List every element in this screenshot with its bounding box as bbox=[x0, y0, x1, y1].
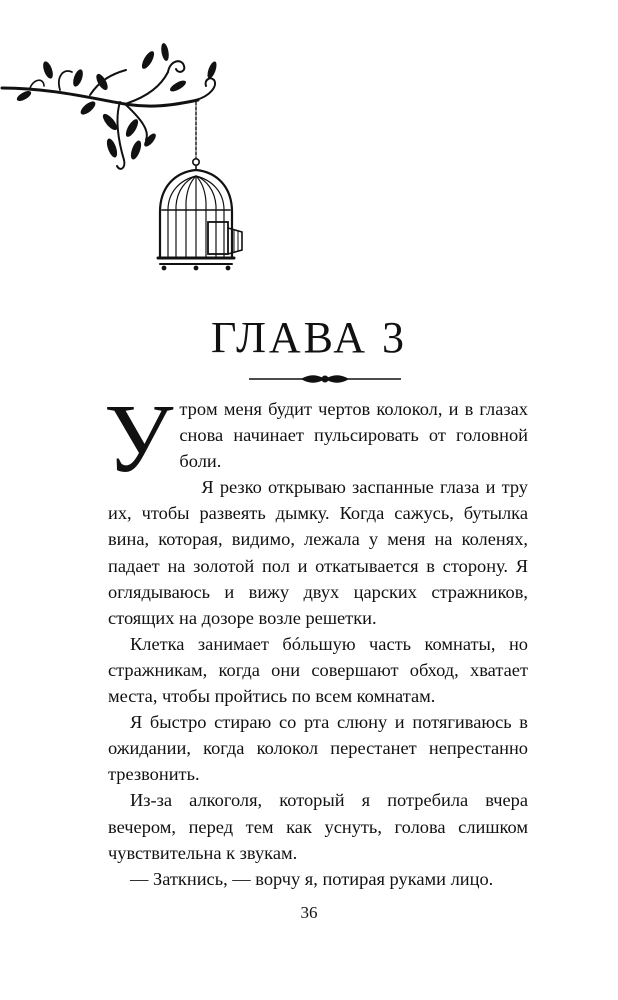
chapter-title: ГЛАВА 3 bbox=[210, 313, 408, 362]
paragraph: Утрoм меня будит чертов колокол, и в глазах снова начинает пульсировать от головной боли. bbox=[104, 385, 528, 493]
paragraph: — Заткнись, — ворчу я, потирая руками лицо. bbox=[130, 868, 494, 889]
paragraph: Я быстро стираю со рта слюну и потягиваюсь в ожидании, когда колокол перестанет непрестанно трезвонить. bbox=[108, 712, 528, 785]
paragraph: Я резко открываю заспанные глаза и тру их, чтобы развеять дымку. Когда сажусь, бутылка вина, которая, видимо, лежала у меня на коленях, падает на золотой пол и откатывается в сторону. Я оглядываюсь и вижу двух царских стражников, стоящих на дозоре возле решетки. bbox=[108, 477, 528, 628]
drop-cap: У bbox=[104, 385, 174, 493]
page-number: 36 bbox=[300, 903, 318, 922]
branch-birdcage-illustration bbox=[0, 0, 618, 290]
chapter-body bbox=[104, 385, 528, 892]
paragraph: Клетка занимает бóльшую часть комнаты, но стражникам, когда они совершают обход, хватает места, чтобы пройтись по всем комнатам. bbox=[108, 633, 528, 707]
paragraph: Из-за алкоголя, который я потребила вчера вечером, перед тем как уснуть, голова слишком чувствительна к звукам. bbox=[108, 790, 528, 863]
ornamental-divider bbox=[245, 372, 405, 386]
